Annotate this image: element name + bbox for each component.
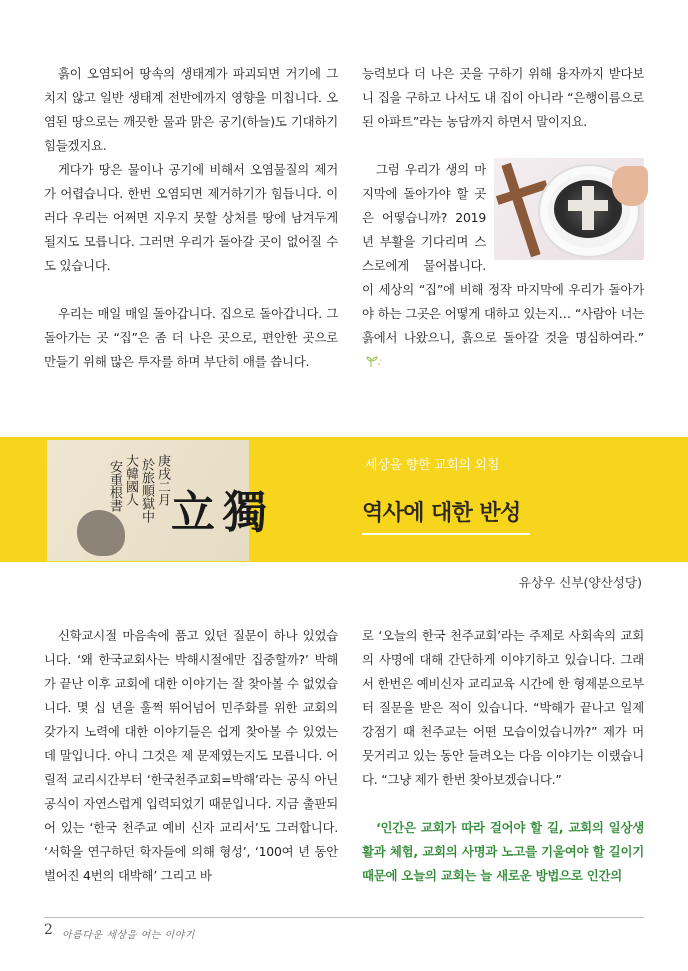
paragraph: 능력보다 더 나은 곳을 구하기 위해 융자까지 받다보니 집을 구하고 나서도 내 집이 아니라 “은행이름으로 된 아파트”라는 농담까지 하면서 말이지요. [362, 66, 644, 129]
calligraphy-inscription: 於旅順獄中 [139, 458, 154, 523]
paragraph: 우리는 매일 매일 돌아갑니다. 집으로 돌아갑니다. 그 돌아가는 곳 “집”은 좀 더 나은 곳으로, 편안한 곳으로 만들기 위해 많은 투자를 하며 부단히 애를 씁니다. [44, 306, 338, 369]
wooden-cross-icon [501, 163, 540, 257]
paragraph: 그럼 우리가 생의 마지막에 돌아가야 할 곳은 어떻습니까? 2019년 부활을 기다리며 스스로에게 물어봅니다. 이 세상의 “집”에 비해 정작 마지막에 우리가 돌아가야 하는 그곳은 어떻게 대하고 있는지… “사람아 너는 흙에서 나왔으니, 흙으로 돌아갈 것을 명심하여라.” [362, 162, 644, 345]
handprint-icon [77, 510, 125, 556]
article-column-top-left [44, 62, 338, 374]
paragraph: 게다가 땅은 물이나 공기에 비해서 오염물질의 제거가 어렵습니다. 한번 오염되면 제거하기가 힘듭니다. 이러다 우리는 어쩌면 지우지 못할 상처를 땅에 남겨두게 될지도 모릅니다. 그러면 우리가 돌아갈 곳이 없어질 수도 있습니다. [44, 162, 338, 273]
calligraphy-character: 獨 [223, 487, 267, 538]
article-column-bottom-left [44, 624, 338, 888]
section-subtitle: 세상을 향한 교회의 외침 [365, 458, 500, 473]
calligraphy-inscription: 庚戌二月 [155, 454, 170, 506]
paragraph: 로 ‘오늘의 한국 천주교회’라는 주제로 사회속의 교회의 사명에 대해 간단하게 이야기하고 있습니다. 그래서 한번은 예비신자 교리교육 시간에 한 형제분으로부터 질문을 받은 적이 있습니다. “박해가 끝나고 일제강점기 때 천주교는 어떤 모습이었습니까?” 제가 머뭇거리고 있는 동안 들려오는 다음 이야기는 이랬습니다. “그냥 제가 한번 찾아보겠습니다.” [362, 628, 644, 787]
sprout-icon [365, 355, 383, 367]
footer-publication-title: 아름다운 세상을 여는 이야기 [62, 930, 195, 941]
paragraph: 신학교시절 마음속에 품고 있던 질문이 하나 있었습니다. ‘왜 한국교회사는 박해시절에만 집중할까?’ 박해가 끝난 이후 교회에 대한 이야기는 잘 찾아볼 수 없었습니다. 몇 십 년을 훌쩍 뛰어넘어 민주화를 위한 교회의 갖가지 노력에 대한 이야기들은 쉽게 찾아볼 수 있었는데 말입니다. 아니 그것은 제 문제였는지도 모릅니다. 어릴적 교리시간부터 ‘한국천주교회=박해’라는 공식 아닌 공식이 자연스럽게 입력되었기 때문입니다. 지금 출판되어 있는 ‘한국 천주교 예비 신자 교리서’도 그러합니다. ‘서학을 연구하던 학자들에 의해 형성’, ‘100여 년 동안 벌어진 4번의 대박해’ 그리고 바 [44, 628, 338, 883]
calligraphy-image [47, 440, 267, 561]
title-underline [362, 533, 530, 535]
footer-divider [44, 917, 644, 918]
page-number: 2 [44, 922, 53, 938]
highlighted-quote: ‘인간은 교회가 따라 걸어야 할 길, 교회의 일상생활과 체험, 교회의 사명과 노고를 기울여야 할 길이기 때문에 오늘의 교회는 늘 새로운 방법으로 인간의 [362, 820, 644, 883]
calligraphy-inscription: 安重根書 [107, 460, 122, 512]
calligraphy-character: 立 [171, 487, 215, 538]
article-column-top-right [362, 62, 644, 374]
article-author: 유상우 신부(양산성당) [518, 575, 642, 590]
ash-bowl-cross-photo [494, 158, 644, 260]
hand-icon [612, 166, 648, 206]
calligraphy-inscription: 大韓國人 [123, 454, 138, 506]
paragraph: 흙이 오염되어 땅속의 생태계가 파괴되면 거기에 그치지 않고 일반 생태계 전반에까지 영향을 미칩니다. 오염된 땅으로는 깨끗한 물과 맑은 공기(하늘)도 기대하기 힘들겠지요. [44, 66, 338, 153]
article-title: 역사에 대한 반성 [362, 501, 521, 526]
article-column-bottom-right [362, 624, 644, 888]
